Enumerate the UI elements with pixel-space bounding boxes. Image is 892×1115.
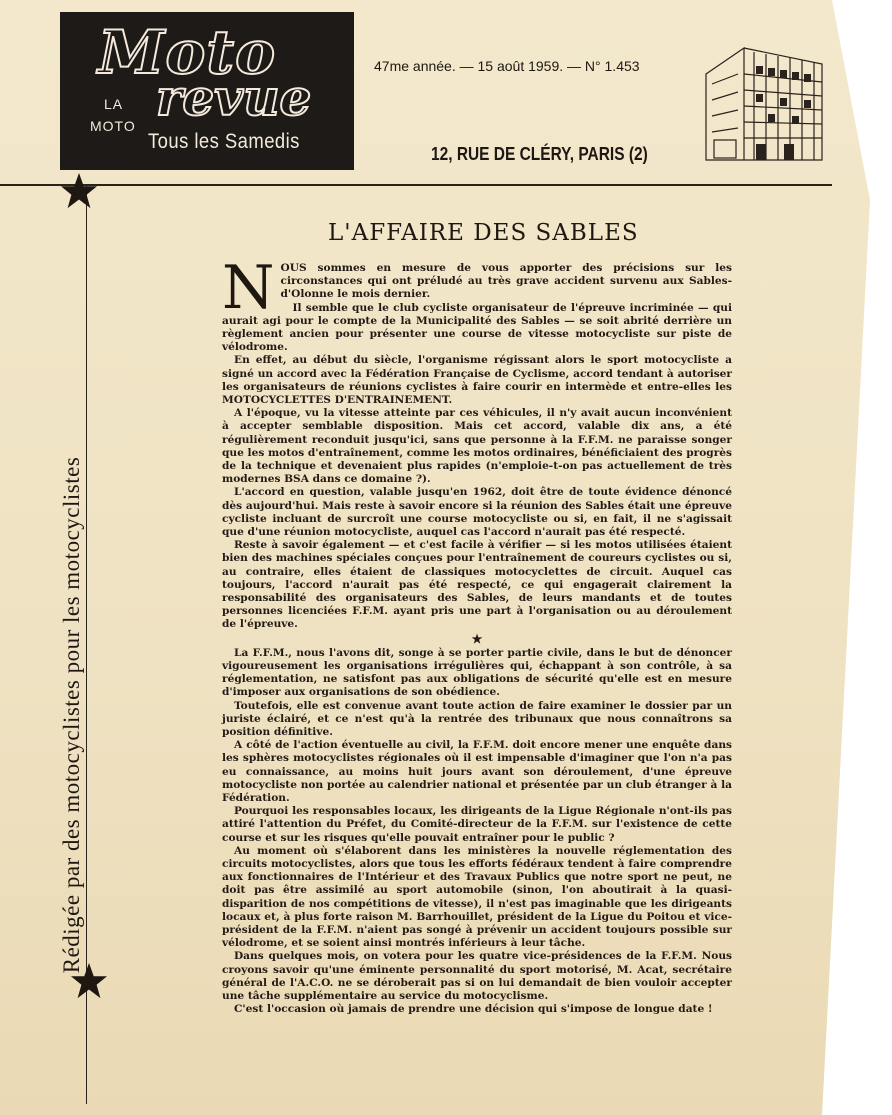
issue-line: 47me année. — 15 août 1959. — N° 1.453 xyxy=(374,58,640,74)
article-paragraph: Toutefois, elle est convenue avant toute action de faire examiner le dossier par un juriste éclairé, et ce n'est qu'à la rentrée des tribunaux que nous connaîtrons sa position définitive. xyxy=(222,699,732,738)
article-paragraph: En effet, au début du siècle, l'organisme régissant alors le sport motocycliste a signé un accord avec la Fédération Française de Cyclisme, accord tendant à autoriser les organisateurs de réunions cyclistes à faire courir en intermède et entre-elles les MOTOCYCLETTES D'ENTRAINEMENT. xyxy=(222,354,732,407)
article-body xyxy=(222,253,732,1016)
paragraph-text: OUS sommes en mesure de vous apporter des précisions sur les circonstances qui ont préludé au très grave accident survenu aux Sables-d'Olonne le mois dernier. xyxy=(280,262,732,301)
article-title: L'AFFAIRE DES SABLES xyxy=(328,220,639,246)
header-rule xyxy=(0,184,832,186)
building-illustration xyxy=(704,44,826,162)
section-separator: ★ xyxy=(471,631,483,646)
article-paragraph: Pourquoi les responsables locaux, les dirigeants de la Ligue Régionale n'ont-ils pas attiré l'attention du Préfet, du Comité-directeur de la F.F.M. sur l'existence de cette course et sur les risques qu'elle pouvait entraîner pour le public ? xyxy=(222,805,732,844)
article-paragraph: Au moment où s'élaborent dans les ministères la nouvelle réglementation des circuits motocyclistes, alors que tous les efforts fédéraux tendent à faire comprendre aux fonctionnaires de l'Intérieur et des Travaux Publics que notre sport ne peut, ne doit pas être assimilé au sport automobile (sinon, l'on aboutirait à la quasi-disparition de nos compétitions de vitesse), il n'est pas imaginable que les dirigeants locaux et, à plus forte raison M. Barrhouillet, président de la Ligue du Poitou et vice-président de la F.F.M. n'aient pas songé à prévenir un accident toujours possible sur vélodrome, et se soient ainsi montrés inférieurs à leur tâche. xyxy=(222,844,732,950)
article-paragraph: A l'époque, vu la vitesse atteinte par ces véhicules, il n'y avait aucun inconvénient à accepter semblable disposition. Mais cet accord, valable dix ans, a été régulièrement reconduit jusqu'ici, sans que personne à la F.F.M. ne paraisse songer que les motos d'entraînement, comme les motos ordinaires, bénéficiaient des progrès de la technique et devenaient plus rapides (n'emploie-t-on pas actuellement de très modernes BSA dans ce domaine ?). xyxy=(222,407,732,486)
article-paragraph: Il semble que le club cycliste organisateur de l'épreuve incriminée — qui aurait agi pour le compte de la Municipalité des Sables — se soit abrité derrière un règlement ancien pour présenter une course de vitesse motocycliste sur piste de vélodrome. xyxy=(222,301,732,354)
article-paragraph: L'accord en question, valable jusqu'en 1962, doit être de toute évidence dénoncé dès aujourd'hui. Mais reste à savoir encore si la réunion des Sables était une épreuve cycliste incluant de surcroît une course motocycliste ou si, en fait, il ne s'agissait que d'une réunion motocycliste, auquel cas l'accord n'aurait pas été respecté. xyxy=(222,486,732,539)
vertical-slogan: Rédigée par des motocyclistes pour les motocyclistes xyxy=(59,456,84,974)
masthead xyxy=(60,12,354,170)
logo-moto: Moto xyxy=(98,18,277,88)
drop-cap: N xyxy=(222,253,275,323)
logo-moto-small: MOTO xyxy=(90,118,136,134)
tagline: Tous les Samedis xyxy=(148,130,300,153)
publisher-address: 12, RUE DE CLÉRY, PARIS (2) xyxy=(431,144,648,164)
star-ornament-top xyxy=(60,172,98,210)
logo-la: LA xyxy=(104,96,124,112)
article-paragraph: C'est l'occasion où jamais de prendre une décision qui s'impose de longue date ! xyxy=(234,1003,713,1016)
logo-revue: revue xyxy=(156,68,312,127)
article-paragraph: Reste à savoir également — et c'est facile à vérifier — si les motos utilisées étaient bien des machines spéciales conçues pour l'entraînement de coureurs cyclistes ou si, au contraire, elles étaient de classiques motocyclettes de circuit. Auquel cas toujours, l'accord n'aurait pas été respecté, ce qui engagerait clairement la responsabilité des organisateurs des Sables, de leurs mandants et de toutes personnes licenciées F.F.M. ayant pris une part à l'organisation ou au déroulement de l'épreuve. xyxy=(222,539,732,631)
article-paragraph: La F.F.M., nous l'avons dit, songe à se porter partie civile, dans le but de dénoncer vigoureusement les organisations irrégulières qui, échappant à son contrôle, à sa réglementation, ne satisfont pas aux obligations de sécurité qu'elle est en mesure d'imposer aux organisations de son obédience. xyxy=(222,646,732,699)
article-paragraph: Dans quelques mois, on votera pour les quatre vice-présidences de la F.F.M. Nous croyons savoir qu'une éminente personnalité du sport motorisé, M. Acat, secrétaire général de l'A.C.O. ne se déroberait pas si on lui demandait de bien vouloir accepter une tâche supplémentaire au service du motocyclisme. xyxy=(222,950,732,1002)
article-paragraph xyxy=(222,253,732,323)
article-paragraph: A côté de l'action éventuelle au civil, la F.F.M. doit encore mener une enquête dans les sphères motocyclistes régionales où il est impensable d'imaginer que l'on n'a pas eu connaissance, au moins huit jours avant son déroulement, d'une épreuve motocycliste non portée au calendrier national et présentée par un club étranger à la Fédération. xyxy=(222,739,732,804)
